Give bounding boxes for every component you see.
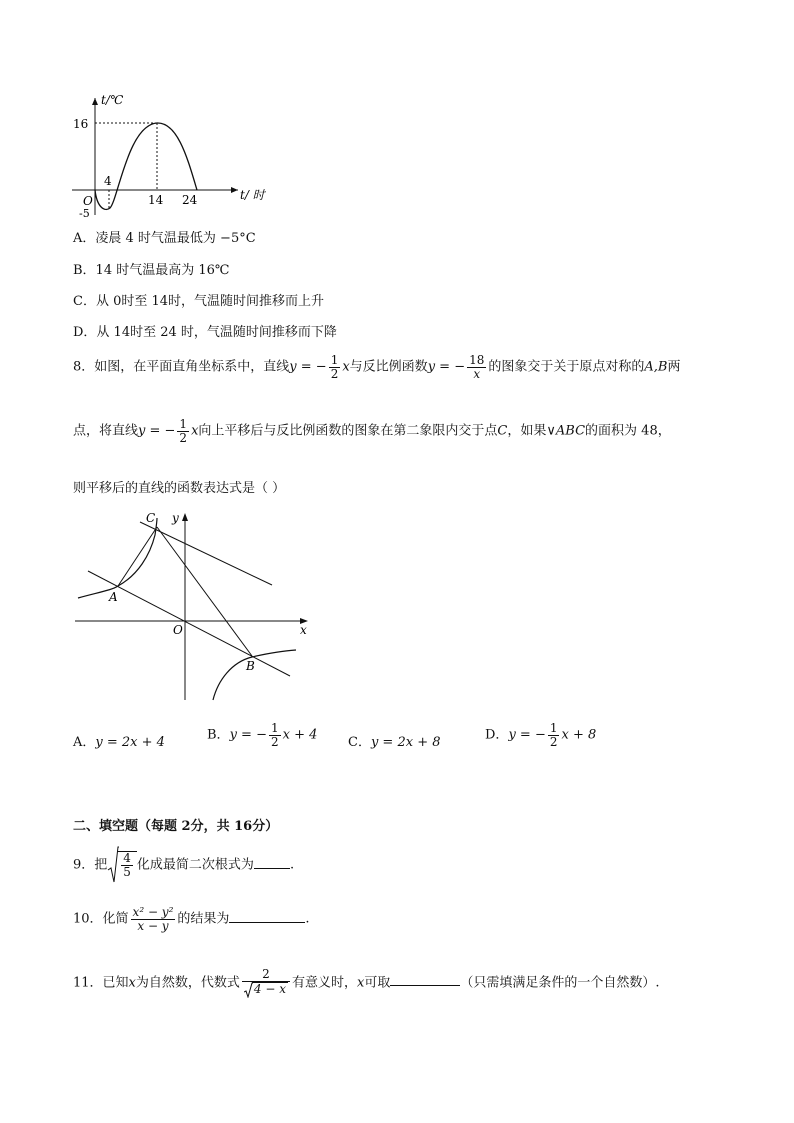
label-y: y (172, 511, 179, 525)
label-x: x (300, 623, 307, 637)
segment-ac (118, 527, 157, 586)
q8-option-d: D．y = − $\frac{1}{2}$ x + 8 (485, 721, 597, 749)
x-tick-24: 24 (182, 193, 198, 207)
label-b: B (246, 659, 255, 673)
q9-answer-blank[interactable] (254, 856, 290, 869)
y-axis-arrow-icon (182, 513, 188, 521)
origin-label: O (83, 194, 93, 208)
label-a: A (109, 590, 118, 604)
q11-answer-blank[interactable] (390, 973, 460, 986)
q8-line1: 8．如图，在平面直角坐标系中，直线y = − $\frac{1}{2}$ x与反比例函数y = − $\frac{18}{x}$ 的图象交于关于原点对称的A,B两 (73, 353, 681, 381)
x-tick-14: 14 (148, 193, 164, 207)
y-axis-arrow-icon (92, 98, 98, 105)
q11: 11．已知x为自然数，代数式 $\frac{2}{4 - x}$ 有意义时，x可取 （只需填满足条件的一个自然数）. (73, 967, 660, 997)
fraction-x2-y2-over-x-y: $\frac{\text{x² − y²}}{x - y}$ (132, 905, 174, 933)
label-o: O (173, 623, 183, 637)
q7-option-c: C．从 0时至 14时，气温随时间推移而上升 (73, 294, 325, 309)
fraction-half: $\frac{1}{2}$ (549, 721, 558, 749)
q10-answer-blank[interactable] (229, 910, 305, 923)
q8-option-b: B．y = − $\frac{1}{2}$ x + 4 (207, 721, 318, 749)
line-ab (88, 571, 290, 676)
coordinate-graph (60, 500, 320, 710)
x-axis-label: t/ 时 (240, 188, 265, 202)
y-axis-label: t/℃ (101, 93, 124, 107)
q7-option-a: A．凌晨 4 时气温最低为 −5°C (73, 231, 256, 246)
q7-option-d: D．从 14时至 24 时，气温随时间推移而下降 (73, 325, 337, 340)
section-heading: 二、填空题（每题 2分，共 16分） (73, 819, 279, 834)
fraction-half: $\frac{1}{2}$ (270, 721, 279, 749)
q8-line2: 点，将直线y = − $\frac{1}{2}$ x向上平移后与反比例函数的图象在第二象限内交于点C，如果∨ABC的面积为 48， (73, 417, 671, 445)
y-tick-neg5: -5 (79, 207, 90, 220)
sqrt-4-over-5: $\frac{4}{5}$ (107, 846, 137, 884)
x-axis-arrow-icon (231, 187, 238, 193)
q9: 9．把 $\frac{4}{5}$ 化成最简二次根式为 . (73, 846, 294, 884)
q8-option-a: A．y = 2x + 4 (73, 735, 165, 750)
segment-cb (157, 527, 252, 656)
q8-line3: 则平移后的直线的函数表达式是（ ） (73, 481, 286, 496)
fraction-18-over-x: $\frac{18}{x}$ (469, 353, 485, 381)
fraction-half: $\frac{1}{2}$ (179, 417, 188, 445)
fraction-2-over-sqrt: $\frac{2}{4 - x}$ (242, 968, 290, 998)
temperature-graph (60, 88, 280, 223)
q7-option-b: B．14 时气温最高为 16℃ (73, 263, 230, 278)
q8-option-c: C．y = 2x + 8 (348, 735, 441, 750)
label-c: C (146, 511, 156, 525)
x-tick-4: 4 (104, 174, 112, 188)
q10: 10．化简 $\frac{\text{x² − y²}}{x - y}$ 的结果为 . (73, 905, 310, 933)
fraction-half: $\frac{1}{2}$ (330, 353, 339, 381)
y-tick-16: 16 (73, 117, 89, 131)
